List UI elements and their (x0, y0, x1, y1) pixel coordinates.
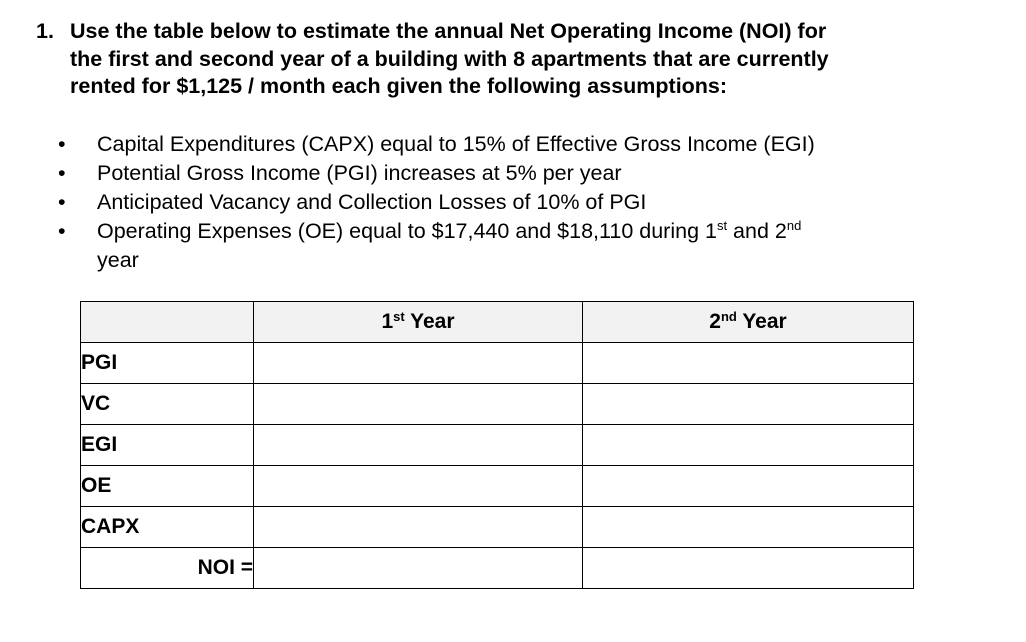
row-label: CAPX (81, 507, 254, 548)
answer-cell-year-2[interactable] (583, 384, 914, 425)
assumption-text: Anticipated Vacancy and Collection Losses of 10% of PGI (97, 190, 647, 214)
table-corner-cell (81, 302, 254, 343)
bullet-icon: • (58, 190, 66, 214)
answer-cell-year-2[interactable] (583, 548, 914, 589)
bullet-icon: • (58, 132, 66, 156)
col-label: Year (404, 310, 455, 333)
assumption-item (58, 188, 958, 217)
col-label: Year (736, 310, 787, 333)
answer-cell-year-1[interactable] (254, 343, 583, 384)
table-row-oe (81, 466, 914, 507)
answer-cell-year-1[interactable] (254, 384, 583, 425)
oe-text-a: Operating Expenses (OE) equal to $17,440 and $18,110 during 1 (97, 219, 717, 243)
oe-sup-nd: nd (786, 218, 802, 233)
question-line: rented for $1,125 / month each given the following assumptions: (70, 74, 728, 98)
oe-sup-st: st (716, 218, 728, 233)
row-label: EGI (81, 425, 254, 466)
table-row-pgi (81, 343, 914, 384)
oe-text-c: year (97, 248, 139, 272)
assumption-text: Potential Gross Income (PGI) increases at 5% per year (97, 161, 622, 185)
assumption-text: Capital Expenditures (CAPX) equal to 15% of Effective Gross Income (EGI) (97, 132, 815, 156)
answer-cell-year-2[interactable] (583, 507, 914, 548)
assumption-item (58, 130, 958, 159)
noi-table (80, 301, 914, 589)
answer-cell-year-1[interactable] (254, 548, 583, 589)
noi-label: NOI = (81, 548, 254, 589)
table-header-row (81, 302, 914, 343)
answer-cell-year-2[interactable] (583, 425, 914, 466)
answer-cell-year-1[interactable] (254, 466, 583, 507)
assumption-item-oe (58, 217, 958, 275)
table-row-capx (81, 507, 914, 548)
table-row-egi (81, 425, 914, 466)
assumption-text (97, 219, 801, 272)
question-number: 1. (36, 19, 54, 43)
column-header-year-1 (254, 302, 583, 343)
assumption-list (58, 130, 958, 275)
question-text (70, 18, 970, 101)
assumption-item (58, 159, 958, 188)
col-num: 1 (381, 310, 394, 333)
answer-cell-year-2[interactable] (583, 466, 914, 507)
answer-cell-year-1[interactable] (254, 425, 583, 466)
row-label: PGI (81, 343, 254, 384)
row-label: OE (81, 466, 254, 507)
bullet-icon: • (58, 219, 66, 243)
row-label: VC (81, 384, 254, 425)
col-num: 2 (709, 310, 721, 333)
question-line: Use the table below to estimate the annual Net Operating Income (NOI) for (70, 19, 827, 43)
answer-cell-year-1[interactable] (254, 507, 583, 548)
table-row-vc (81, 384, 914, 425)
column-header-year-2 (583, 302, 914, 343)
question-line: the first and second year of a building with 8 apartments that are currently (70, 46, 829, 71)
col-sup: st (393, 309, 405, 324)
col-sup: nd (720, 309, 737, 324)
bullet-icon: • (58, 161, 66, 185)
table-row-noi (81, 548, 914, 589)
answer-cell-year-2[interactable] (583, 343, 914, 384)
oe-text-b: and 2 (727, 219, 787, 243)
